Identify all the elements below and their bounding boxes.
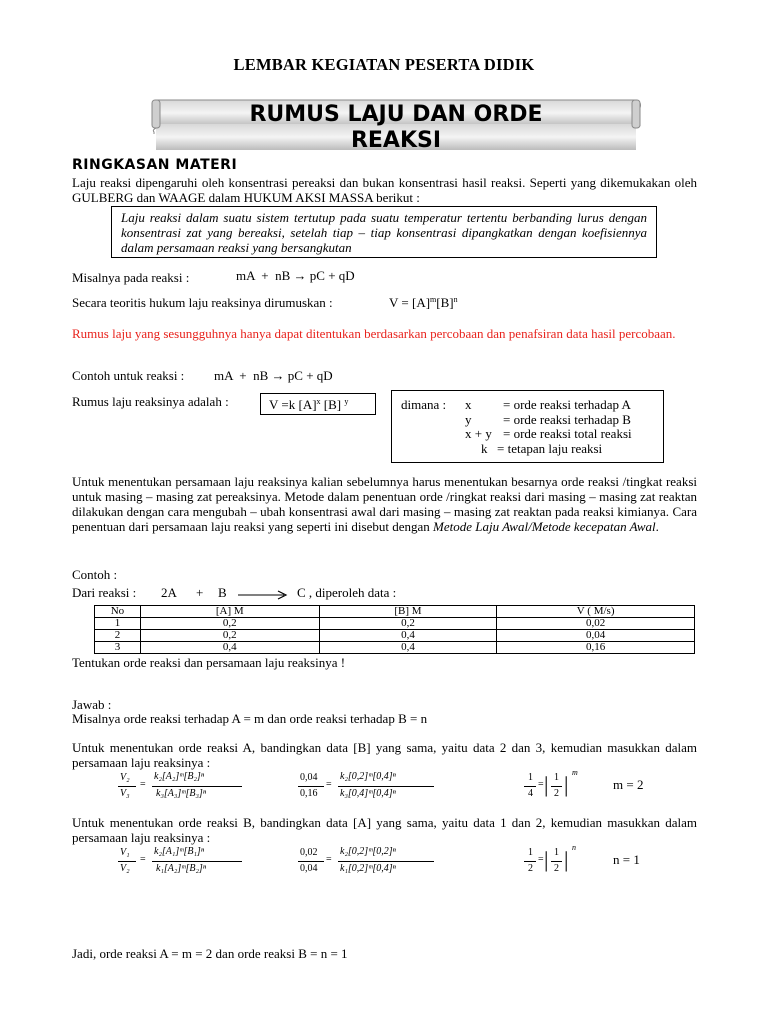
eq-b-result: n = 1 <box>613 852 640 867</box>
eq-b-fraction-4-denominator: k₁[0,2]ᵐ[0,4]ⁿ <box>340 863 396 874</box>
eq-a-fraction-4-denominator: k₃[0,4]ᵐ[0,4]ⁿ <box>340 788 396 799</box>
table-row <box>95 642 695 654</box>
contoh-reaction-equation: mA + nB → pC + qD <box>214 368 333 383</box>
eq-b-fraction-6-exponent: n <box>572 843 576 852</box>
theory-label: Secara teoritis hukum laju reaksinya dirumuskan : <box>72 295 333 310</box>
eq-b-fraction-3-numerator: 0,02 <box>300 847 318 858</box>
eq-a-fraction-1-numerator: V₂ <box>120 772 130 783</box>
contoh-reaction-label: Contoh untuk reaksi : <box>72 368 185 383</box>
table-cell: 0,2 <box>140 630 319 642</box>
theory-formula: $V = [A]^m[B]^n$ <box>389 295 458 310</box>
legend-row-y-desc: = orde reaksi terhadap B <box>503 412 631 427</box>
banner-line-2: REAKSI <box>350 128 442 153</box>
example-reaction-equation: mA + nB → pC + qD <box>236 268 355 283</box>
table-cell: 0,02 <box>497 618 695 630</box>
eq-a-fraction-6-exponent: m <box>572 768 578 777</box>
table-cell: 0,04 <box>497 630 695 642</box>
eq-b-fraction-5-numerator: 1 <box>528 847 533 858</box>
example-reactant-a: 2A <box>161 585 177 600</box>
table-row <box>95 630 695 642</box>
legend-row-xy-sym: x + y <box>465 426 492 441</box>
eq-a-fraction-2-numerator: k₂[A₂]ᵐ[B₂]ⁿ <box>154 771 204 782</box>
law-text: Laju reaksi dalam suatu sistem tertutup pada suatu temperatur tertentu berbanding lurus dengan konsentrasi zat yang bereaksi, setelah tiap – tiap konsentrasi dipangkatkan dengan koefisiennya dalam persamaan reaksi yang bersangkutan <box>121 210 647 255</box>
method-paragraph: Untuk menentukan persamaan laju reaksinya kalian sebelumnya harus menentukan besarnya orde reaksi /tingkat reaksi untuk masing – masing zat pereaksinya. Metode dalam penentuan orde /ringkat reaksi dari masing – masing zat reaktan dilakukan dengan cara mengubah – ubah konsentrasi awal dari masing – masing zat reaktan pada reaksi kimianya. Cara penentuan dari persamaan laju reaksi yang seperti ini disebut dengan Metode Laju Awal/Metode kecepatan Awal. <box>72 474 697 534</box>
eq-b-fraction-1-denominator: V₂ <box>120 863 130 874</box>
red-note: Rumus laju yang sesungguhnya hanya dapat ditentukan berdasarkan percobaan dan penafsiran data hasil percobaan. <box>72 326 676 341</box>
equation-order-b: V₁ V₂ = k₂[A₁]ᵐ[B₁]ⁿ k₁[A₂]ᵐ[B₂]ⁿ 0,02 0,04 = k₂[0,2]ᵐ[0,2]ⁿ k₁[0,2]ᵐ[0,4]ⁿ 1 2 = | 1 2 | n n = 1 <box>120 843 640 874</box>
data-table <box>94 605 695 654</box>
eq-a-fraction-4-numerator: k₂[0,2]ᵐ[0,4]ⁿ <box>340 771 396 782</box>
legend-row-x-sym: x <box>465 397 472 412</box>
eq-a-fraction-6-denominator: 2 <box>554 788 559 799</box>
example-question: Tentukan orde reaksi dan persamaan laju reaksinya ! <box>72 655 346 670</box>
table-header-cell: No <box>95 606 141 618</box>
table-header-cell: [A] M <box>140 606 319 618</box>
eq-a-fraction-5-denominator: 4 <box>528 788 533 799</box>
legend-row-y-sym: y <box>465 412 472 427</box>
table-cell: 0,16 <box>497 642 695 654</box>
eq-a-fraction-3-numerator: 0,04 <box>300 772 318 783</box>
equation-order-a: V₂ V₃ = k₂[A₂]ᵐ[B₂]ⁿ k₃[A₃]ᵐ[B₃]ⁿ 0,04 0,16 = k₂[0,2]ᵐ[0,4]ⁿ k₃[0,4]ᵐ[0,4]ⁿ 1 4 = | 1 2 | m m = 2 <box>120 768 644 799</box>
law-box <box>111 206 657 258</box>
legend-box <box>391 390 664 463</box>
eq-a-result: m = 2 <box>613 777 644 792</box>
eq-b-fraction-5-denominator: 2 <box>528 863 533 874</box>
eq-b-fraction-1-numerator: V₁ <box>120 847 130 858</box>
table-cell: 1 <box>95 618 141 630</box>
eq-a-fraction-3-denominator: 0,16 <box>300 788 318 799</box>
rate-law-box: V =k $[A]^x$ [B] $^y$ <box>260 393 376 415</box>
table-cell: 0,2 <box>140 618 319 630</box>
eq-a-fraction-6-numerator: 1 <box>554 772 559 783</box>
legend-row-k-desc: = tetapan laju reaksi <box>497 441 603 456</box>
eq-b-fraction-6-numerator: 1 <box>554 847 559 858</box>
document-title: LEMBAR KEGIATAN PESERTA DIDIK <box>233 55 535 74</box>
order-b-text: Untuk menentukan orde reaksi B, bandingkan data [A] yang sama, yaitu data 1 dan 2, kemudian masukkan dalam persamaan laju reaksinya : <box>72 815 697 845</box>
legend-row-x-desc: = orde reaksi terhadap A <box>503 397 631 412</box>
table-cell: 3 <box>95 642 141 654</box>
section-heading: RINGKASAN MATERI <box>72 157 238 173</box>
table-cell: 2 <box>95 630 141 642</box>
example-label: Contoh : <box>72 567 118 582</box>
conclusion: Jadi, orde reaksi A = m = 2 dan orde reaksi B = n = 1 <box>72 946 348 961</box>
eq-a-fraction-5-numerator: 1 <box>528 772 533 783</box>
reaction-arrow-icon <box>238 588 290 602</box>
table-header-cell: [B] M <box>319 606 497 618</box>
eq-b-fraction-2-denominator: k₁[A₂]ᵐ[B₂]ⁿ <box>156 863 206 874</box>
table-cell: 0,4 <box>140 642 319 654</box>
eq-a-fraction-1-denominator: V₃ <box>120 788 130 799</box>
intro-paragraph: Laju reaksi dipengaruhi oleh konsentrasi pereaksi dan bukan konsentrasi hasil reaksi. Seperti yang dikemukakan oleh GULBERG dan WAAGE dalam HUKUM AKSI MASSA berikut : <box>72 175 697 205</box>
table-header-cell: V ( M/s) <box>497 606 695 618</box>
eq-b-fraction-3-denominator: 0,04 <box>300 863 318 874</box>
answer-assumption: Misalnya orde reaksi terhadap A = m dan orde reaksi terhadap B = n <box>72 711 428 726</box>
legend-row-xy-desc: = orde reaksi total reaksi <box>503 426 632 441</box>
table-row <box>95 618 695 630</box>
eq-b-fraction-6-denominator: 2 <box>554 863 559 874</box>
order-a-text: Untuk menentukan orde reaksi A, bandingkan data [B] yang sama, yaitu data 2 dan 3, kemudian masukkan dalam persamaan laju reaksinya : <box>72 740 697 770</box>
legend-intro: dimana : <box>401 397 447 412</box>
rate-law-label: Rumus laju reaksinya adalah : <box>72 394 229 409</box>
answer-label: Jawab : <box>72 697 112 712</box>
legend-row-k-sym: k <box>481 441 488 456</box>
eq-b-fraction-4-numerator: k₂[0,2]ᵐ[0,2]ⁿ <box>340 846 396 857</box>
example-reaction-label: Misalnya pada reaksi : <box>72 270 190 285</box>
example-product: C , diperoleh data : <box>297 585 397 600</box>
title-banner <box>150 98 642 154</box>
eq-a-fraction-2-denominator: k₃[A₃]ᵐ[B₃]ⁿ <box>156 788 206 799</box>
banner-line-1: RUMUS LAJU DAN ORDE <box>249 102 543 127</box>
table-cell: 0,4 <box>319 642 497 654</box>
table-cell: 0,4 <box>319 630 497 642</box>
example-plus: + <box>196 585 204 600</box>
table-cell: 0,2 <box>319 618 497 630</box>
example-reactant-b: B <box>218 585 227 600</box>
eq-b-fraction-2-numerator: k₂[A₁]ᵐ[B₁]ⁿ <box>154 846 204 857</box>
example-reaction-prefix: Dari reaksi : <box>72 585 137 600</box>
table-header-row <box>95 606 695 618</box>
